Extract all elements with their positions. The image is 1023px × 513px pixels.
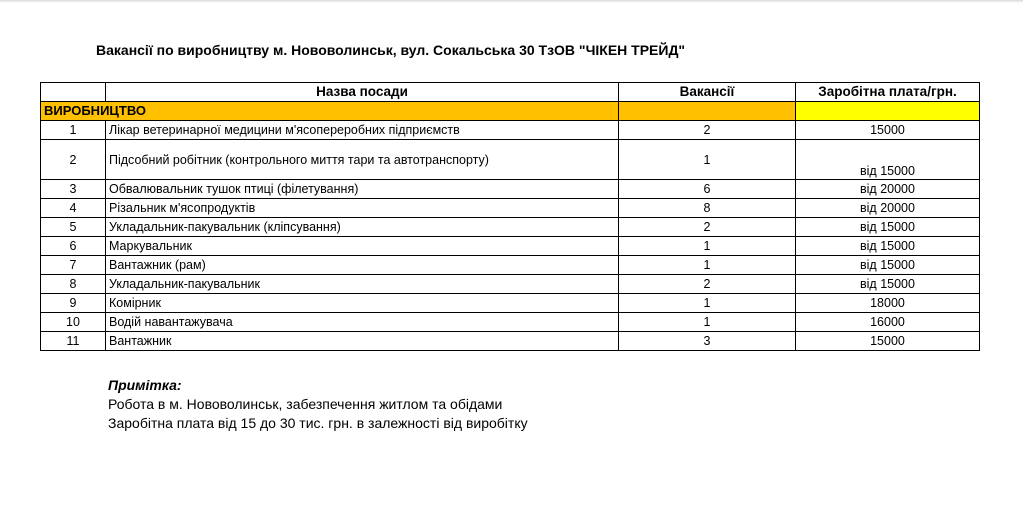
row-vacancies: 1 — [619, 237, 796, 256]
row-position: Різальник м'ясопродуктів — [106, 199, 619, 218]
row-vacancies: 3 — [619, 332, 796, 351]
row-position: Обвалювальник тушок птиці (філетування) — [106, 180, 619, 199]
row-vacancies: 1 — [619, 313, 796, 332]
row-number: 5 — [41, 218, 106, 237]
note-heading: Примітка: — [108, 377, 182, 393]
section-label: ВИРОБНИЦТВО — [41, 102, 619, 121]
row-vacancies: 2 — [619, 218, 796, 237]
row-position: Вантажник (рам) — [106, 256, 619, 275]
row-salary: від 15000 — [796, 275, 980, 294]
row-number: 9 — [41, 294, 106, 313]
row-salary: від 20000 — [796, 199, 980, 218]
row-salary: від 15000 — [796, 218, 980, 237]
row-number: 1 — [41, 121, 106, 140]
vacancies-table — [40, 82, 980, 351]
row-salary: від 15000 — [796, 237, 980, 256]
header-salary: Заробітна плата/грн. — [796, 83, 980, 102]
table-row — [41, 218, 980, 237]
table-row — [41, 121, 980, 140]
row-vacancies: 2 — [619, 121, 796, 140]
table-header-row — [41, 83, 980, 102]
table-row — [41, 237, 980, 256]
row-number: 3 — [41, 180, 106, 199]
table-row — [41, 256, 980, 275]
table-row — [41, 199, 980, 218]
table-row — [41, 313, 980, 332]
row-salary: 15000 — [796, 332, 980, 351]
row-number: 6 — [41, 237, 106, 256]
row-number: 2 — [41, 140, 106, 180]
note-line-salary: Заробітна плата від 15 до 30 тис. грн. в залежності від виробітку — [108, 415, 528, 431]
page-top-shadow — [0, 0, 1023, 3]
header-position: Назва посади — [106, 83, 619, 102]
row-position: Маркувальник — [106, 237, 619, 256]
row-vacancies: 1 — [619, 294, 796, 313]
row-salary: 15000 — [796, 121, 980, 140]
row-salary: 16000 — [796, 313, 980, 332]
row-position: Комірник — [106, 294, 619, 313]
row-salary: від 15000 — [796, 256, 980, 275]
row-number: 7 — [41, 256, 106, 275]
table-row — [41, 180, 980, 199]
section-blank-salary — [796, 102, 980, 121]
row-salary: 18000 — [796, 294, 980, 313]
note-line-housing: Робота в м. Нововолинськ, забезпечення житлом та обідами — [108, 396, 503, 412]
row-position: Підсобний робітник (контрольного миття тари та автотранспорту) — [106, 140, 619, 180]
row-salary: від 20000 — [796, 180, 980, 199]
section-blank-vacancies — [619, 102, 796, 121]
row-position: Укладальник-пакувальник (кліпсування) — [106, 218, 619, 237]
table-row — [41, 294, 980, 313]
row-vacancies: 2 — [619, 275, 796, 294]
row-position: Укладальник-пакувальник — [106, 275, 619, 294]
row-vacancies: 1 — [619, 256, 796, 275]
row-number: 10 — [41, 313, 106, 332]
table-row — [41, 275, 980, 294]
table-row — [41, 140, 980, 180]
header-number — [41, 83, 106, 102]
row-vacancies: 1 — [619, 140, 796, 180]
note-block — [108, 376, 528, 433]
document-title: Вакансії по виробництву м. Нововолинськ, вул. Сокальська 30 ТзОВ "ЧІКЕН ТРЕЙД" — [96, 42, 686, 58]
section-row — [41, 102, 980, 121]
table-row — [41, 332, 980, 351]
row-number: 8 — [41, 275, 106, 294]
row-vacancies: 6 — [619, 180, 796, 199]
row-position: Лікар ветеринарної медицини м'ясопереробних підприємств — [106, 121, 619, 140]
row-position: Водій навантажувача — [106, 313, 619, 332]
row-vacancies: 8 — [619, 199, 796, 218]
row-number: 4 — [41, 199, 106, 218]
row-position: Вантажник — [106, 332, 619, 351]
header-vacancies: Вакансії — [619, 83, 796, 102]
row-salary: від 15000 — [796, 140, 980, 180]
row-number: 11 — [41, 332, 106, 351]
